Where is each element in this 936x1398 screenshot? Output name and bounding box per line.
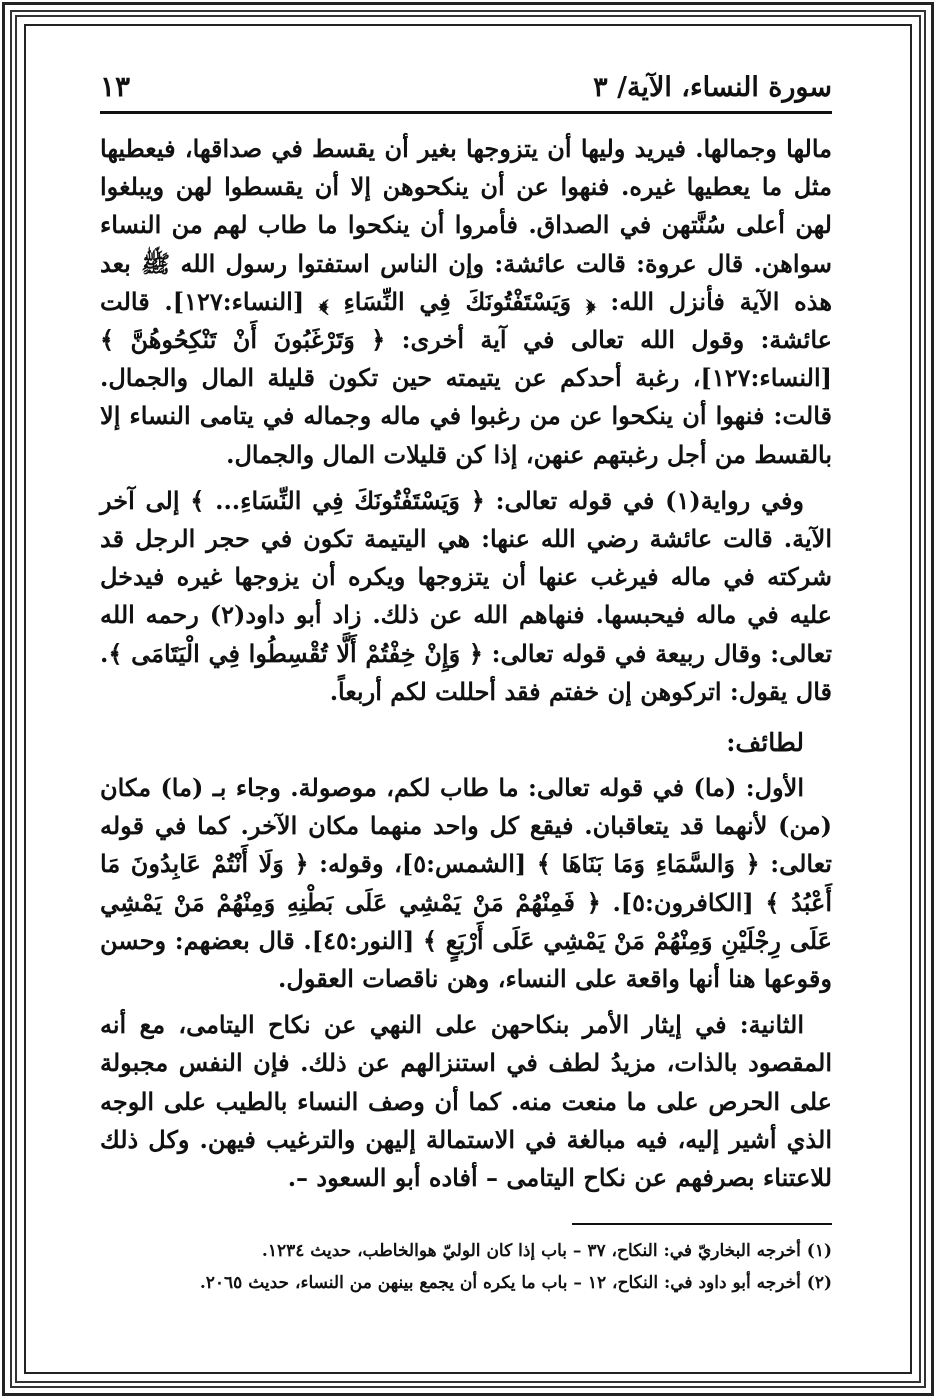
book-page [100, 70, 832, 1299]
paragraph-2: وفي رواية(١) في قوله تعالى: ﴿ وَيَسْتَفْتُونَكَ فِي النِّسَاءِ... ﴾ إلى آخر الآية. قالت عائشة رضي الله عنها: هي اليتيمة تكون في حجر الرجل قد شركته في ماله فيرغب عنها أن يتزوجها ويكره أن يزوجها غيره فيدخل عليه في ماله فيحبسها. فنهاهم الله عن ذلك. زاد أبو داود(٢) رحمه الله تعالى: وقال ربيعة في قوله تعالى: ﴿ وَإِنْ خِفْتُمْ أَلَّا تُقْسِطُوا فِي الْيَتَامَى ﴾. قال يقول: اتركوهن إن خفتم فقد أحللت لكم أربعاً. [100, 485, 832, 706]
section-heading: لطائف: [726, 728, 804, 758]
latif-paragraph-2: الثانية: في إيثار الأمر بنكاحهن على النهي عن نكاح اليتامى، مع أنه المقصود بالذات، مزيدُ لطف في استنزالهم عن ذلك. فإن النفس مجبولة على الحرص على ما منعت منه. كما أن وصف النساء بالطيب على الوجه الذي أشير إليه، فيه مبالغة في الاستمالة إليهن والترغيب فيهن. وكل ذلك للاعتناء بصرفهم عن نكاح اليتامى – أفاده أبو السعود –. [100, 1010, 832, 1193]
footnote-1: (١) أخرجه البخاريّ في: النكاح، ٣٧ – باب إذا كان الوليّ هوالخاطب، حديث ١٢٣٤. [261, 1241, 832, 1262]
footnotes [100, 1235, 832, 1299]
header-title: سورة النساء، الآية/ ٣ [593, 72, 832, 103]
footnote-2: (٢) أخرجه أبو داود في: النكاح، ١٢ – باب ما يكره أن يجمع بينهن من النساء، حديث ٢٠٦٥. [199, 1273, 832, 1294]
body-text [100, 130, 832, 1197]
latif-paragraph-1: الأول: (ما) في قوله تعالى: ما طاب لكم، موصولة. وجاء بـ (ما) مكان (من) لأنهما قد يتعاقبان. فيقع كل واحد منهما مكان الآخر. كما في قوله تعالى: ﴿ وَالسَّمَاءِ وَمَا بَنَاهَا ﴾ [الشمس:٥]، وقوله: ﴿ وَلَا أَنْتُمْ عَابِدُونَ مَا أَعْبُدُ ﴾ [الكافرون:٥]. ﴿ فَمِنْهُمْ مَنْ يَمْشِي عَلَى بَطْنِهِ وَمِنْهُمْ مَنْ يَمْشِي عَلَى رِجْلَيْنِ وَمِنْهُمْ مَنْ يَمْشِي عَلَى أَرْبَعٍ ﴾ [النور:٤٥]. قال بعضهم: وحسن وقوعها هنا أنها واقعة على النساء، وهن ناقصات العقول. [100, 773, 832, 994]
footnote-divider [572, 1223, 832, 1225]
page-number: ١٣ [100, 70, 131, 103]
running-header [100, 70, 832, 114]
paragraph-1: مالها وجمالها. فيريد وليها أن يتزوجها بغير أن يقسط في صداقها، فيعطيها مثل ما يعطيها غيره. فنهوا عن أن ينكحوهن إلا أن يقسطوا لهن ويبلغوا لهن أعلى سُنَّتهن في الصداق. فأمروا أن ينكحوا ما طاب لهم من النساء سواهن. قال عروة: قالت عائشة: وإن الناس استفتوا رسول الله ﷺ بعد هذه الآية فأنزل الله: ﴿ وَيَسْتَفْتُونَكَ فِي النِّسَاءِ ﴾ [النساء:١٢٧]. قالت عائشة: وقول الله تعالى في آية أخرى: ﴿ وَتَرْغَبُونَ أَنْ تَنْكِحُوهُنَّ ﴾ [النساء:١٢٧]، رغبة أحدكم عن يتيمته حين تكون قليلة المال والجمال. قالت: فنهوا أن ينكحوا عن من رغبوا في ماله وجماله في يتامى النساء إلا بالقسط من أجل رغبتهم عنهن، إذا كن قليلات المال والجمال. [100, 134, 833, 469]
